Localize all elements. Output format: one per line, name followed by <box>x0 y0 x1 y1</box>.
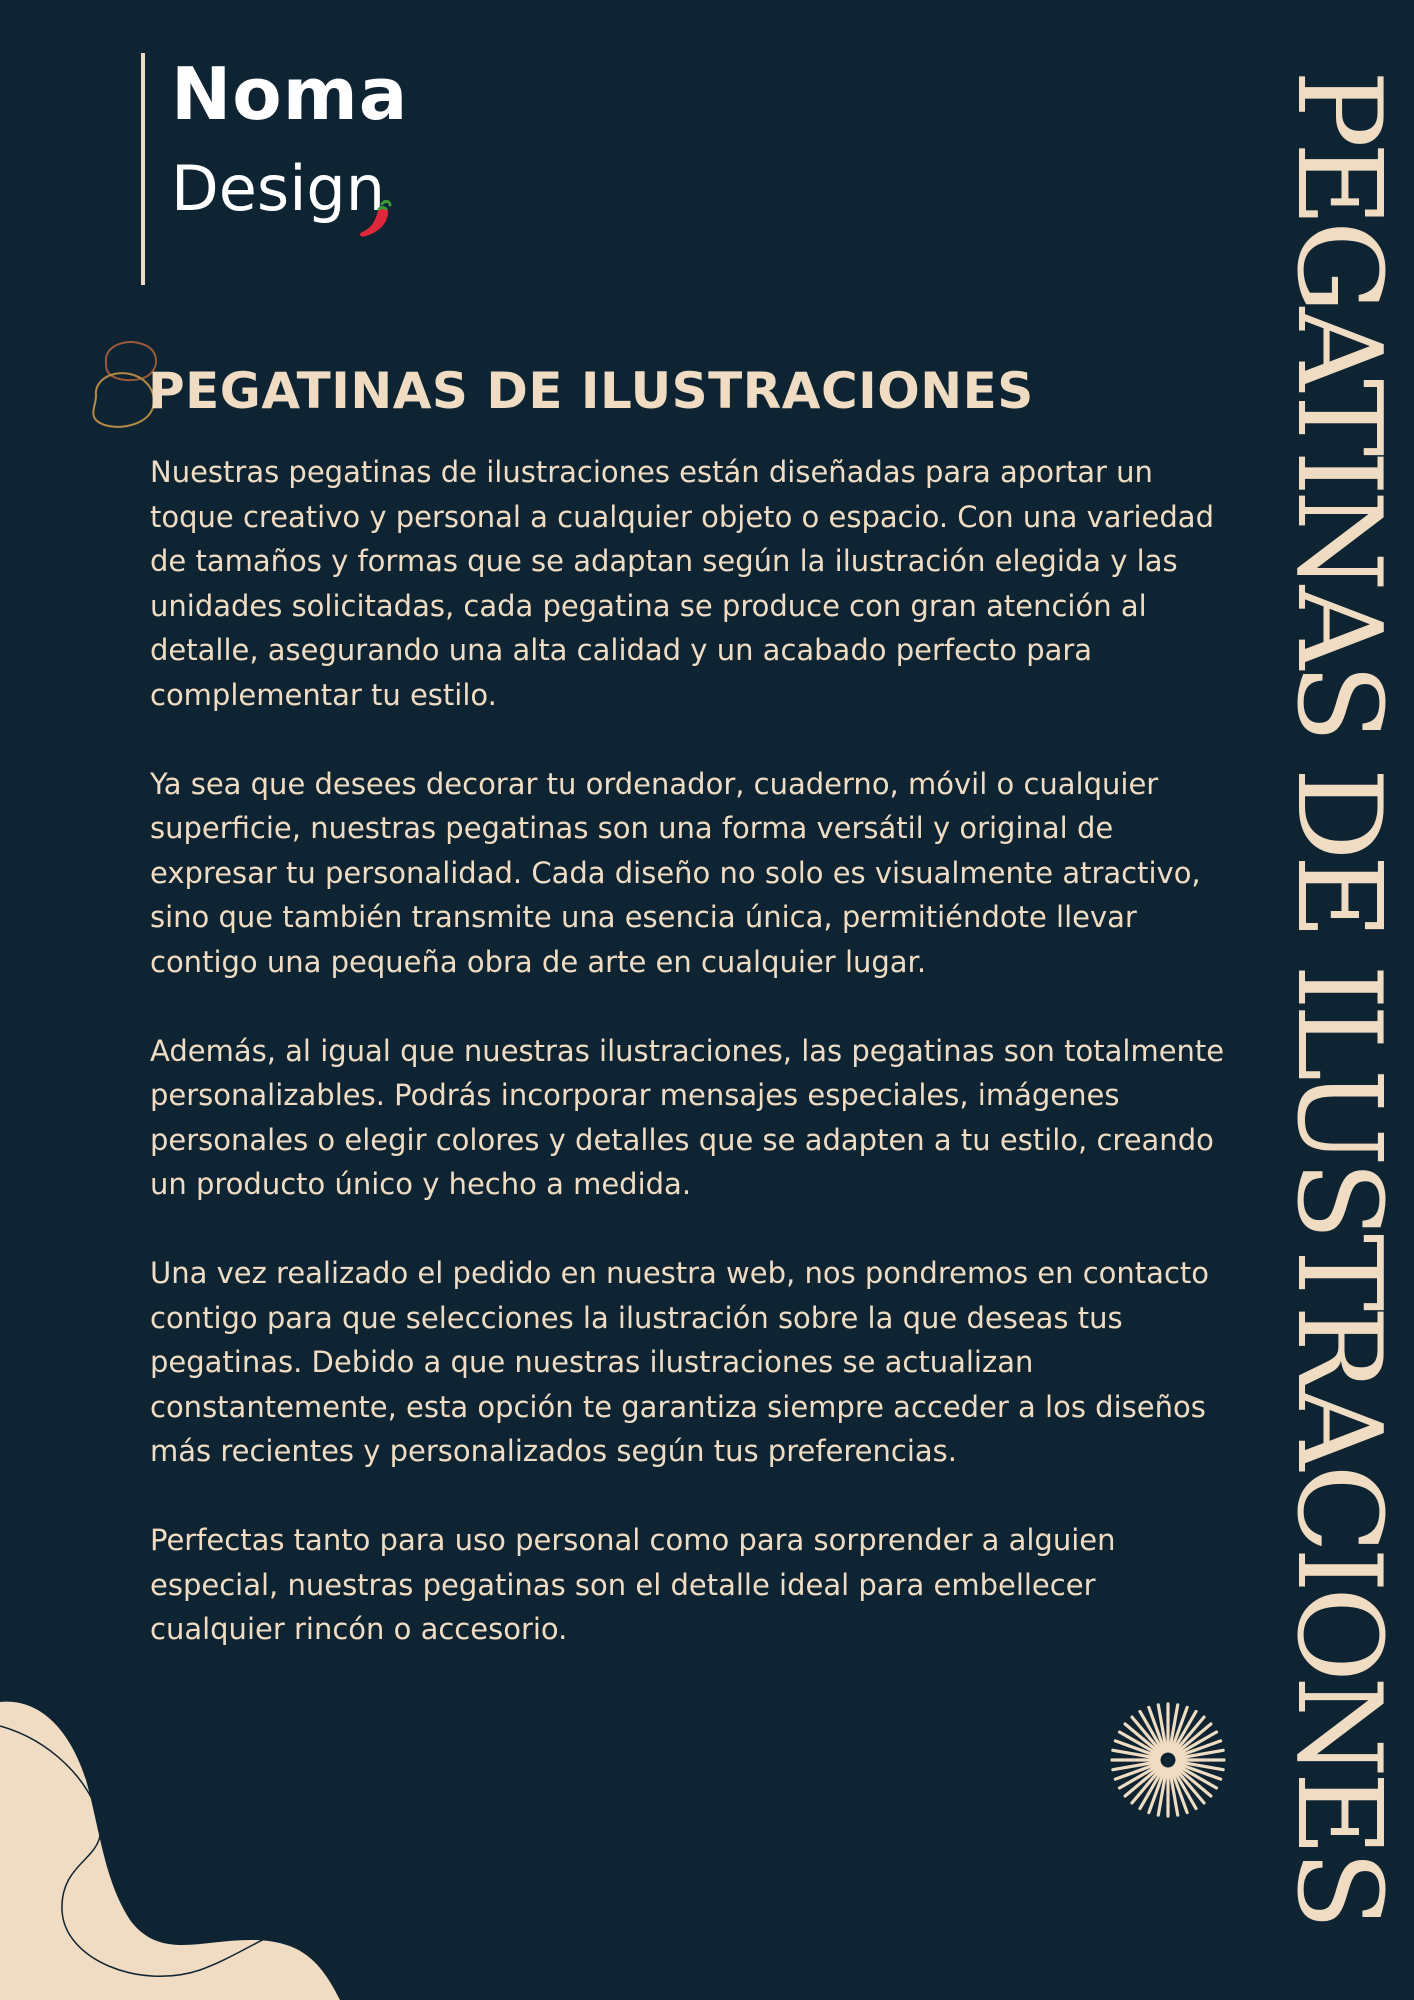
chili-pepper-icon <box>352 198 396 242</box>
paragraph-1: Nuestras pegatinas de ilustraciones están diseñadas para aportar un toque creativo y personal a cualquier objeto o espacio. Con una variedad de tamaños y formas que se adaptan según la ilustración elegida y las unidades solicitadas, cada pegatina se produce con gran atención al detalle, asegurando una alta calidad y un acabado perfecto para complementar tu estilo. <box>150 455 1214 712</box>
brand-subtitle: Design <box>171 152 386 225</box>
paragraph-3: Además, al igual que nuestras ilustraciones, las pegatinas son totalmente personalizables. Podrás incorporar mensajes especiales, imágenes personales o elegir colores y detalles que se adapten a tu estilo, creando un producto único y hecho a medida. <box>150 1033 1225 1201</box>
paragraph-2: Ya sea que desees decorar tu ordenador, cuaderno, móvil o cualquier superficie, nuestras pegatinas son una forma versátil y original de expresar tu personalidad. Cada diseño no solo es visualmente atractivo, sino que también transmite una esencia única, permitiéndote llevar contigo una pequeña obra de arte en cualquier lugar. <box>150 766 1201 979</box>
paragraph-5: Perfectas tanto para uso personal como para sorprender a alguien especial, nuestras pegatinas son el detalle ideal para embellecer cualquier rincón o accesorio. <box>150 1523 1116 1646</box>
brand-divider <box>141 53 145 285</box>
page-title: PEGATINAS DE ILUSTRACIONES <box>148 362 1034 420</box>
corner-wave-decoration <box>0 1690 420 2000</box>
paragraph-4: Una vez realizado el pedido en nuestra web, nos pondremos en contacto contigo para que selecciones la ilustración sobre la que deseas tus pegatinas. Debido a que nuestras ilustraciones se actualizan constantemente, esta opción te garantiza siempre acceder a los diseños más recientes y personalizados según tus preferencias. <box>150 1256 1209 1468</box>
brand-name: Noma <box>171 52 409 136</box>
sunburst-icon <box>1108 1700 1228 1820</box>
body-text <box>150 450 1230 1696</box>
vertical-title: PEGATINAS DE ILUSTRACIONES <box>1271 70 1406 1924</box>
